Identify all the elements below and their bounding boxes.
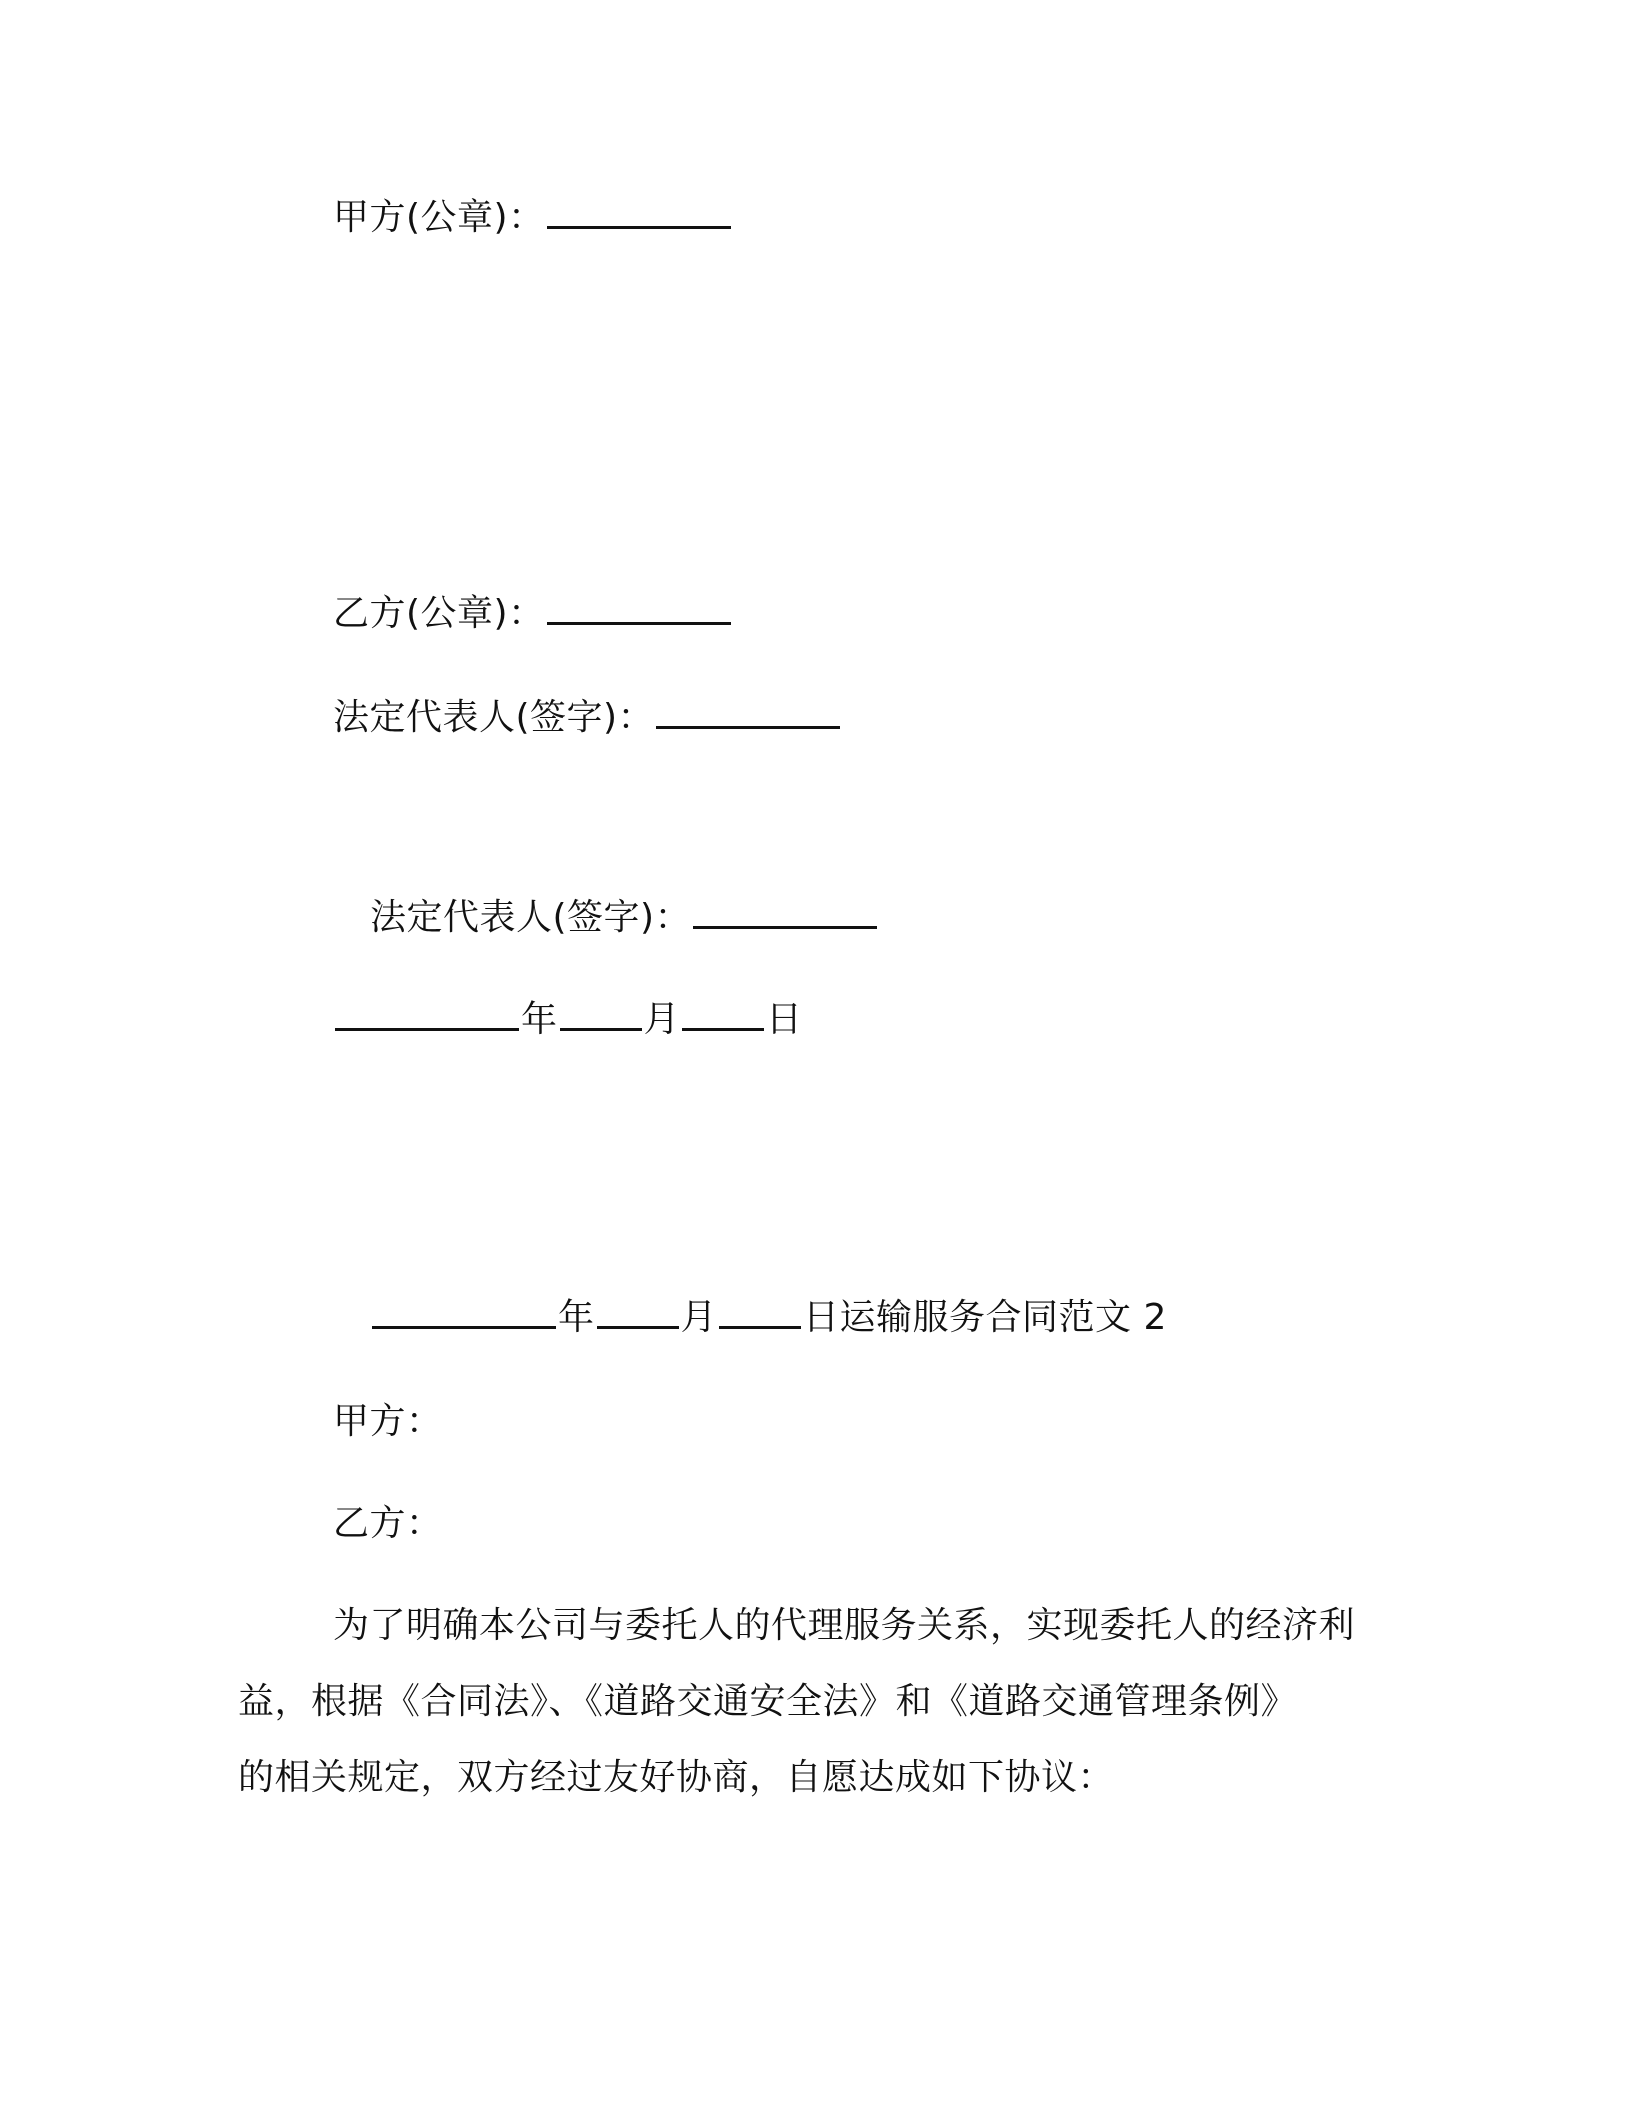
party-a-seal-line bbox=[333, 194, 733, 242]
title-month-blank bbox=[597, 1296, 679, 1329]
intro-line-1: 为了明确本公司与委托人的代理服务关系，实现委托人的经济利 bbox=[333, 1605, 1356, 1646]
legal-rep-blank-2 bbox=[693, 896, 877, 929]
date-month-blank-1 bbox=[560, 998, 642, 1031]
party-a-seal-label: 甲方(公章)： bbox=[333, 197, 545, 238]
title-day-blank bbox=[719, 1296, 801, 1329]
date-line-1 bbox=[333, 996, 803, 1044]
legal-rep-label-1: 法定代表人(签字)： bbox=[333, 697, 655, 738]
legal-rep-line-1 bbox=[333, 694, 842, 742]
legal-rep-line-2 bbox=[370, 894, 879, 942]
intro-line-3: 的相关规定，双方经过友好协商，自愿达成如下协议： bbox=[238, 1757, 1115, 1798]
legal-rep-blank-1 bbox=[656, 696, 840, 729]
legal-rep-label-2: 法定代表人(签字)： bbox=[370, 897, 692, 938]
intro-paragraph-line-2 bbox=[238, 1678, 1297, 1726]
intro-line-2: 益，根据《合同法》、《道路交通安全法》和《道路交通管理条例》 bbox=[238, 1681, 1298, 1722]
contract-2-party-b bbox=[333, 1500, 443, 1548]
intro-paragraph-line-3 bbox=[238, 1754, 1114, 1802]
intro-paragraph-line-1 bbox=[333, 1602, 1355, 1650]
title-month-label: 月 bbox=[680, 1297, 718, 1338]
party-a-seal-blank bbox=[547, 196, 731, 229]
title-year-blank bbox=[372, 1296, 556, 1329]
date-year-label-1: 年 bbox=[521, 999, 558, 1040]
party-b-seal-blank bbox=[547, 592, 731, 625]
contract-2-title bbox=[370, 1294, 1167, 1342]
date-day-label-1: 日 bbox=[766, 999, 803, 1040]
party-a-label: 甲方： bbox=[333, 1401, 443, 1442]
party-b-seal-label: 乙方(公章)： bbox=[333, 593, 545, 634]
date-month-label-1: 月 bbox=[643, 999, 681, 1040]
title-year-label: 年 bbox=[558, 1297, 595, 1338]
party-b-seal-line bbox=[333, 590, 733, 638]
contract-2-party-a bbox=[333, 1398, 443, 1446]
title-suffix: 日运输服务合同范文 2 bbox=[803, 1297, 1167, 1338]
date-year-blank-1 bbox=[335, 998, 519, 1031]
date-day-blank-1 bbox=[682, 998, 764, 1031]
party-b-label: 乙方： bbox=[333, 1503, 443, 1544]
